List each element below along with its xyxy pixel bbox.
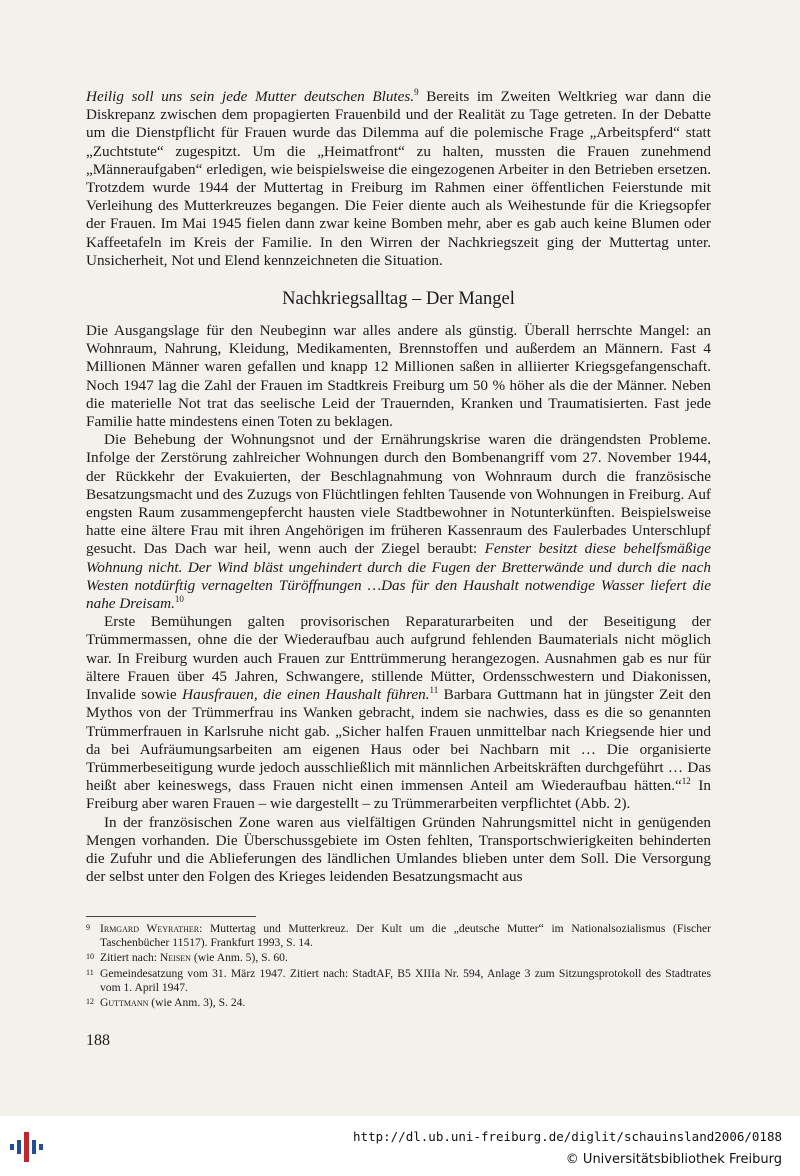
paragraph-housing — [86, 431, 711, 613]
footnote-ref[interactable]: 11 — [429, 685, 439, 696]
footer-bar — [0, 1116, 800, 1176]
paragraph-text: Die Behebung der Wohnungsnot und der Ernährungskrise waren die drängendsten Probleme. Infolge der Zerstörung zahlreicher Wohnungen durch den Bombenangriff vom 27. November 1944, der Rückkehr der Evakuierten, der Beschlagnahmung von Wohnraum durch die französische Besatzungsmacht und des Zuzugs von Flüchtlingen fehlten Tausende von Wohnungen in Freiburg. Auf engsten Raum zusammengepfercht hausten viele Stadtbewohner in Notunterkünften. Beispielsweise hatte eine ältere Frau mit ihren Angehörigen im früheren Kassenraum des Faulerbades Unterschlupf gesucht. Das Dach war heil, wenn auch der Ziegel beraubt: — [86, 431, 711, 558]
footnote-item — [86, 967, 711, 995]
footnote-author: Irmgard Weyrather — [100, 922, 200, 935]
footnote-item — [86, 951, 711, 965]
paragraph-situation: Die Ausgangslage für den Neubeginn war alles andere als günstig. Überall herrschte Mangel: an Wohnraum, Nahrung, Kleidung, Medikamenten, Brennstoffen und außerdem an Männern. Fast 4 Millionen Männer waren gefallen und knapp 12 Millionen saßen in alliierter Kriegsgefangenschaft. Noch 1947 lag die Zahl der Frauen im Stadtkreis Freiburg um 50 % höher als die der Männer. Neben die materielle Not trat das seelische Leid der Trauernden, Kranken und Traumatisierten. Fast jede Familie hatte mindestens einen Toten zu beklagen. — [86, 322, 711, 431]
page-number: 188 — [86, 1032, 110, 1049]
paragraph-food: In der französischen Zone waren aus vielfältigen Gründen Nahrungsmittel nicht in genügenden Mengen vorhanden. Die Überschussgebiete im Osten fehlten, Transportschwierigkeiten behinderten die Zufuhr und die Ablieferungen des ländlichen Umlandes blieben unter dem Soll. Die Versorgung der selbst unter den Folgen des Krieges leidenden Besatzungsmacht aus — [86, 813, 711, 886]
footnote-divider — [86, 916, 256, 917]
paragraph-intro — [86, 88, 711, 270]
quote-italic: Heilig soll uns sein jede Mutter deutschen Blutes. — [86, 88, 415, 105]
paragraph-text: Bereits im Zweiten Weltkrieg war dann die Diskrepanz zwischen dem propagierten Frauenbild und der Realität zu Tage getreten. In der Debatte um die Dienstpflicht für Frauen wurde das Dilemma auf die polemische Frage „Arbeitspferd“ statt „Zuchtstute“ zugespitzt. Um die „Heimatfront“ zu halten, mussten die Frauen zunehmend „Männeraufgaben“ erledigen, wie beispielsweise die eingezogenen Arbeiter in den Betrieben ersetzen. Trotzdem wurde 1944 der Muttertag in Freiburg im Rahmen einer öffentlichen Feierstunde mit Verleihung des Mutterkreuzes begangen. Die Feier diente auch als Weihestunde für die Kriegsopfer der Frauen. Im Mai 1945 fielen dann zwar keine Bomben mehr, aber es gab auch keine Blumen oder Kaffeetafeln im Kreis der Familie. In den Wirren der Nachkriegszeit ging der Muttertag unter. Unsicherheit, Not und Elend kennzeichneten die Situation. — [86, 88, 711, 269]
footnote-text: Gemeindesatzung vom 31. März 1947. Zitiert nach: StadtAF, B5 XIIIa Nr. 594, Anlage 3 zum Sitzungsprotokoll des Stadtrates vom 1. April 1947. — [100, 966, 711, 994]
footnote-number: 12 — [86, 997, 94, 1007]
footnote-ref[interactable]: 10 — [174, 594, 184, 605]
quote-italic: Hausfrauen, die einen Haushalt führen. — [182, 686, 430, 704]
footnote-number: 9 — [86, 923, 90, 932]
body-text — [86, 88, 711, 886]
ub-freiburg-logo-icon — [8, 1130, 50, 1164]
footnote-text — [100, 951, 711, 965]
paragraph-text: Barbara Guttmann hat in jüngster Zeit den Mythos von der Trümmerfrau ins Wanken gebracht, indem sie nachwies, dass es die so genannten Trümmerfrauen in Karlsruhe nicht gab. „Sicher halfen Frauen unmittelbar nach Kriegsende hier und da bei Aufräumungsarbeiten am eigenen Haus oder bei Nachbarn mit … Die organisierte Trümmerbeseitigung wurde jedoch ausschließlich mit männlichen Arbeitskräften durchgeführt … Das heißt aber keineswegs, dass Frauen nicht einen immensen Anteil am Wiederaufbau hätten.“ — [86, 686, 711, 795]
footnote-ref[interactable]: 12 — [681, 776, 691, 787]
footnote-author: Neisen — [159, 951, 191, 965]
footnote-item — [86, 922, 711, 950]
footnote-ref[interactable]: 9 — [414, 86, 419, 97]
footnote-text — [100, 996, 711, 1010]
footnotes — [86, 922, 711, 1011]
footnote-number: 10 — [86, 952, 94, 962]
quote-italic: Fenster besitzt diese behelfsmäßige Wohnung nicht. Der Wind bläst ungehindert durch die Fugen der Bretterwände und durch die nach Westen notdürftig vernagelten Türöffnungen …Das für den Haushalt notwendige Wasser liefert die nahe Dreisam. — [86, 540, 711, 613]
footnote-body: (wie Anm. 5), S. 60. — [190, 951, 288, 965]
footnote-number: 11 — [86, 967, 94, 977]
paragraph-text: In Freiburg aber waren Frauen – wie dargestellt – zu Trümmerarbeiten verpflichtet (Abb. 2). — [86, 777, 711, 813]
copyright-text: © Universitätsbibliothek Freiburg — [565, 1152, 782, 1167]
source-url-link[interactable]: http://dl.ub.uni-freiburg.de/diglit/schauinsland2006/0188 — [353, 1129, 782, 1144]
footnote-body: (wie Anm. 3), S. 24. — [148, 996, 246, 1010]
section-heading: Nachkriegsalltag – Der Mangel — [282, 289, 515, 310]
paragraph-text: Erste Bemühungen galten provisorischen Reparaturarbeiten und der Beseitigung der Trümmermassen, ohne die der Wiederaufbau auch aufgrund fehlenden Baumaterials nicht möglich war. In Freiburg wurden auch Frauen zur Enttrümmerung herangezogen. Ausnahmen gab es nur für ältere Frauen über 45 Jahren, Schwangere, stillende Mütter, Ordensschwestern und Diakonissen, Invalide sowie — [86, 613, 711, 704]
footnote-body: Zitiert nach: — [100, 951, 160, 965]
footnote-author: Guttmann — [100, 996, 149, 1010]
footnote-text — [100, 922, 711, 950]
footnote-body: : Muttertag und Mutterkreuz. Der Kult um die „deutsche Mutter“ im Nationalsozialismus (Fischer Taschenbücher 11517). Frankfurt 1993, S. 14. — [100, 922, 711, 950]
footnote-item — [86, 996, 711, 1010]
paragraph-rubble — [86, 613, 711, 813]
